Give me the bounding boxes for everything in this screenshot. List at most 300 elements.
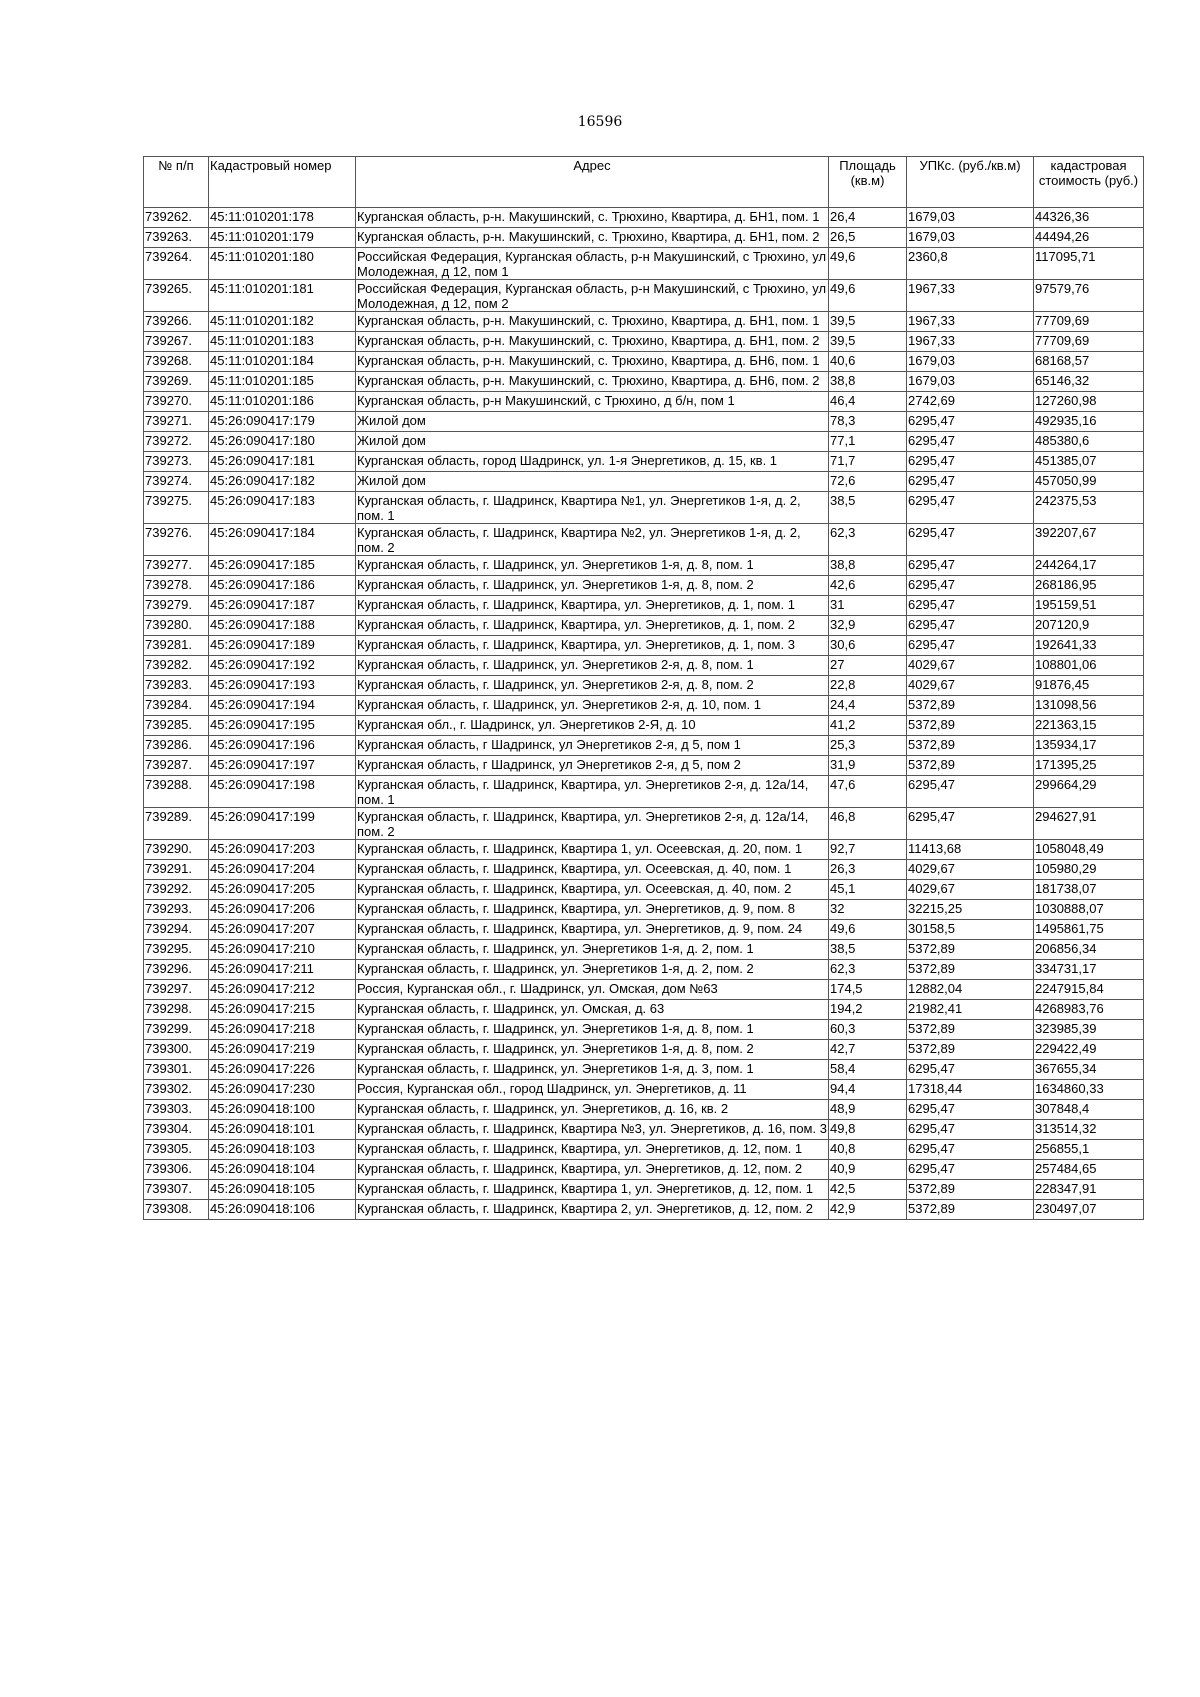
- cell-row-number: 739272.: [144, 432, 209, 452]
- cell-cadastral-value: 257484,65: [1034, 1160, 1144, 1180]
- table-row: [144, 880, 1144, 900]
- cell-row-number: 739265.: [144, 280, 209, 312]
- cell-upks: 6295,47: [907, 636, 1034, 656]
- cell-cadastral-value: 221363,15: [1034, 716, 1144, 736]
- cell-cadastral-number: 45:26:090417:180: [209, 432, 356, 452]
- cell-cadastral-number: 45:11:010201:182: [209, 312, 356, 332]
- cell-cadastral-number: 45:26:090417:226: [209, 1060, 356, 1080]
- table-row: [144, 596, 1144, 616]
- table-row: [144, 524, 1144, 556]
- cell-cadastral-value: 1495861,75: [1034, 920, 1144, 940]
- cell-cadastral-number: 45:26:090417:207: [209, 920, 356, 940]
- cell-upks: 6295,47: [907, 808, 1034, 840]
- table-row: [144, 860, 1144, 880]
- table-row: [144, 1180, 1144, 1200]
- cell-cadastral-value: 207120,9: [1034, 616, 1144, 636]
- cell-address: Курганская область, р-н. Макушинский, с. Трюхино, Квартира, д. БН6, пом. 1: [356, 352, 829, 372]
- cell-upks: 1967,33: [907, 332, 1034, 352]
- cell-area: 31: [829, 596, 907, 616]
- table-row: [144, 1060, 1144, 1080]
- cell-row-number: 739294.: [144, 920, 209, 940]
- cell-row-number: 739306.: [144, 1160, 209, 1180]
- cell-upks: 6295,47: [907, 1140, 1034, 1160]
- cell-row-number: 739284.: [144, 696, 209, 716]
- cell-area: 42,6: [829, 576, 907, 596]
- cell-area: 194,2: [829, 1000, 907, 1020]
- cell-cadastral-value: 192641,33: [1034, 636, 1144, 656]
- table-row: [144, 1000, 1144, 1020]
- cell-area: 42,9: [829, 1200, 907, 1220]
- cell-row-number: 739279.: [144, 596, 209, 616]
- cell-cadastral-value: 97579,76: [1034, 280, 1144, 312]
- table-row: [144, 412, 1144, 432]
- cell-area: 45,1: [829, 880, 907, 900]
- cell-address: Жилой дом: [356, 472, 829, 492]
- table-row: [144, 432, 1144, 452]
- cell-upks: 6295,47: [907, 556, 1034, 576]
- cell-row-number: 739293.: [144, 900, 209, 920]
- cell-upks: 6295,47: [907, 1120, 1034, 1140]
- cell-address: Курганская область, г. Шадринск, Квартира, ул. Энергетиков, д. 1, пом. 3: [356, 636, 829, 656]
- cell-row-number: 739305.: [144, 1140, 209, 1160]
- cell-row-number: 739307.: [144, 1180, 209, 1200]
- cell-upks: 5372,89: [907, 736, 1034, 756]
- cell-cadastral-number: 45:11:010201:178: [209, 208, 356, 228]
- cell-cadastral-value: 457050,99: [1034, 472, 1144, 492]
- cell-row-number: 739282.: [144, 656, 209, 676]
- cell-address: Курганская область, г. Шадринск, Квартира, ул. Энергетиков, д. 12, пом. 1: [356, 1140, 829, 1160]
- table-row: [144, 1040, 1144, 1060]
- cell-upks: 6295,47: [907, 432, 1034, 452]
- cell-cadastral-number: 45:26:090417:182: [209, 472, 356, 492]
- cell-area: 38,8: [829, 372, 907, 392]
- cell-cadastral-number: 45:26:090417:219: [209, 1040, 356, 1060]
- cell-cadastral-value: 307848,4: [1034, 1100, 1144, 1120]
- cell-area: 77,1: [829, 432, 907, 452]
- cell-cadastral-number: 45:26:090417:230: [209, 1080, 356, 1100]
- cell-address: Курганская область, г. Шадринск, Квартира 1, ул. Осеевская, д. 20, пом. 1: [356, 840, 829, 860]
- cell-area: 22,8: [829, 676, 907, 696]
- cell-row-number: 739298.: [144, 1000, 209, 1020]
- cell-row-number: 739276.: [144, 524, 209, 556]
- table-row: [144, 280, 1144, 312]
- table-row: [144, 392, 1144, 412]
- cell-address: Курганская область, г. Шадринск, Квартира, ул. Осеевская, д. 40, пом. 2: [356, 880, 829, 900]
- cell-upks: 1967,33: [907, 280, 1034, 312]
- cell-area: 26,4: [829, 208, 907, 228]
- cell-upks: 5372,89: [907, 756, 1034, 776]
- cell-upks: 6295,47: [907, 576, 1034, 596]
- cell-row-number: 739291.: [144, 860, 209, 880]
- cell-row-number: 739288.: [144, 776, 209, 808]
- table-row: [144, 248, 1144, 280]
- cell-cadastral-number: 45:26:090417:215: [209, 1000, 356, 1020]
- cell-row-number: 739271.: [144, 412, 209, 432]
- cell-address: Курганская область, г. Шадринск, Квартира, ул. Энергетиков, д. 12, пом. 2: [356, 1160, 829, 1180]
- table-row: [144, 960, 1144, 980]
- cell-row-number: 739286.: [144, 736, 209, 756]
- cell-address: Курганская область, г. Шадринск, Квартира №1, ул. Энергетиков 1-я, д. 2, пом. 1: [356, 492, 829, 524]
- cell-cadastral-number: 45:11:010201:180: [209, 248, 356, 280]
- cell-cadastral-value: 117095,71: [1034, 248, 1144, 280]
- cell-area: 48,9: [829, 1100, 907, 1120]
- cell-area: 62,3: [829, 524, 907, 556]
- cell-cadastral-value: 256855,1: [1034, 1140, 1144, 1160]
- cell-address: Курганская область, г. Шадринск, Квартира №2, ул. Энергетиков 1-я, д. 2, пом. 2: [356, 524, 829, 556]
- cell-cadastral-number: 45:26:090417:187: [209, 596, 356, 616]
- table-row: [144, 1120, 1144, 1140]
- table-row: [144, 332, 1144, 352]
- cell-area: 40,9: [829, 1160, 907, 1180]
- page-number: 16596: [577, 114, 623, 130]
- cell-address: Российская Федерация, Курганская область, р-н Макушинский, с Трюхино, ул Молодежная, д 12, пом 1: [356, 248, 829, 280]
- cell-cadastral-number: 45:26:090417:199: [209, 808, 356, 840]
- cell-cadastral-value: 2247915,84: [1034, 980, 1144, 1000]
- cell-upks: 1679,03: [907, 228, 1034, 248]
- cell-address: Курганская область, г. Шадринск, ул. Омская, д. 63: [356, 1000, 829, 1020]
- cell-address: Курганская область, г. Шадринск, Квартира, ул. Энергетиков, д. 9, пом. 24: [356, 920, 829, 940]
- cell-address: Жилой дом: [356, 412, 829, 432]
- cell-area: 38,5: [829, 940, 907, 960]
- table-header-row: [144, 157, 1144, 208]
- cell-cadastral-number: 45:26:090417:197: [209, 756, 356, 776]
- cell-address: Курганская область, г Шадринск, ул Энергетиков 2-я, д 5, пом 2: [356, 756, 829, 776]
- cell-row-number: 739292.: [144, 880, 209, 900]
- cell-area: 27: [829, 656, 907, 676]
- cell-area: 39,5: [829, 312, 907, 332]
- table-row: [144, 696, 1144, 716]
- cell-cadastral-value: 230497,07: [1034, 1200, 1144, 1220]
- cell-cadastral-number: 45:11:010201:181: [209, 280, 356, 312]
- cell-address: Курганская область, р-н. Макушинский, с. Трюхино, Квартира, д. БН1, пом. 1: [356, 208, 829, 228]
- table-row: [144, 372, 1144, 392]
- cell-row-number: 739277.: [144, 556, 209, 576]
- cell-row-number: 739264.: [144, 248, 209, 280]
- table-row: [144, 716, 1144, 736]
- cell-area: 60,3: [829, 1020, 907, 1040]
- cell-cadastral-value: 91876,45: [1034, 676, 1144, 696]
- cell-cadastral-value: 367655,34: [1034, 1060, 1144, 1080]
- table-body: [144, 208, 1144, 1220]
- cell-area: 49,6: [829, 920, 907, 940]
- table-row: [144, 1200, 1144, 1220]
- cell-cadastral-value: 44494,26: [1034, 228, 1144, 248]
- cell-row-number: 739299.: [144, 1020, 209, 1040]
- cell-cadastral-value: 131098,56: [1034, 696, 1144, 716]
- cell-upks: 6295,47: [907, 616, 1034, 636]
- cell-area: 25,3: [829, 736, 907, 756]
- cell-area: 71,7: [829, 452, 907, 472]
- cell-upks: 5372,89: [907, 696, 1034, 716]
- cell-upks: 6295,47: [907, 452, 1034, 472]
- cell-cadastral-value: 171395,25: [1034, 756, 1144, 776]
- cell-address: Курганская область, г. Шадринск, Квартира, ул. Энергетиков 2-я, д. 12а/14, пом. 2: [356, 808, 829, 840]
- cell-cadastral-number: 45:26:090417:198: [209, 776, 356, 808]
- cell-upks: 6295,47: [907, 596, 1034, 616]
- header-upks: УПКс. (руб./кв.м): [907, 157, 1034, 208]
- cell-address: Курганская область, г. Шадринск, ул. Энергетиков 1-я, д. 8, пом. 2: [356, 576, 829, 596]
- cell-address: Курганская область, г. Шадринск, ул. Энергетиков 1-я, д. 2, пом. 2: [356, 960, 829, 980]
- header-address: Адрес: [356, 157, 829, 208]
- cell-upks: 17318,44: [907, 1080, 1034, 1100]
- cell-address: Курганская область, г. Шадринск, Квартира 1, ул. Энергетиков, д. 12, пом. 1: [356, 1180, 829, 1200]
- cell-row-number: 739268.: [144, 352, 209, 372]
- cell-cadastral-value: 228347,91: [1034, 1180, 1144, 1200]
- cell-row-number: 739273.: [144, 452, 209, 472]
- cell-area: 31,9: [829, 756, 907, 776]
- cell-address: Курганская область, р-н Макушинский, с Трюхино, д б/н, пом 1: [356, 392, 829, 412]
- cell-address: Курганская область, р-н. Макушинский, с. Трюхино, Квартира, д. БН1, пом. 1: [356, 312, 829, 332]
- cell-row-number: 739270.: [144, 392, 209, 412]
- cell-upks: 6295,47: [907, 1060, 1034, 1080]
- table-row: [144, 1160, 1144, 1180]
- cell-area: 78,3: [829, 412, 907, 432]
- cell-cadastral-value: 294627,91: [1034, 808, 1144, 840]
- cell-cadastral-number: 45:26:090417:188: [209, 616, 356, 636]
- table-row: [144, 940, 1144, 960]
- cell-cadastral-value: 323985,39: [1034, 1020, 1144, 1040]
- cell-upks: 12882,04: [907, 980, 1034, 1000]
- cell-area: 38,5: [829, 492, 907, 524]
- cell-row-number: 739301.: [144, 1060, 209, 1080]
- cell-row-number: 739263.: [144, 228, 209, 248]
- cell-cadastral-number: 45:26:090417:212: [209, 980, 356, 1000]
- table-row: [144, 616, 1144, 636]
- cell-area: 58,4: [829, 1060, 907, 1080]
- cell-area: 47,6: [829, 776, 907, 808]
- table-row: [144, 736, 1144, 756]
- cell-cadastral-value: 105980,29: [1034, 860, 1144, 880]
- cell-upks: 6295,47: [907, 472, 1034, 492]
- cell-cadastral-number: 45:26:090418:103: [209, 1140, 356, 1160]
- cell-cadastral-number: 45:26:090417:210: [209, 940, 356, 960]
- cell-row-number: 739300.: [144, 1040, 209, 1060]
- cell-cadastral-value: 392207,67: [1034, 524, 1144, 556]
- cell-address: Курганская область, г. Шадринск, ул. Энергетиков 2-я, д. 10, пом. 1: [356, 696, 829, 716]
- cell-cadastral-value: 313514,32: [1034, 1120, 1144, 1140]
- cell-row-number: 739274.: [144, 472, 209, 492]
- cell-upks: 6295,47: [907, 412, 1034, 432]
- cell-row-number: 739267.: [144, 332, 209, 352]
- cell-cadastral-value: 451385,07: [1034, 452, 1144, 472]
- cell-address: Курганская область, г. Шадринск, Квартира 2, ул. Энергетиков, д. 12, пом. 2: [356, 1200, 829, 1220]
- cell-area: 174,5: [829, 980, 907, 1000]
- cell-area: 24,4: [829, 696, 907, 716]
- cell-address: Курганская область, г. Шадринск, ул. Энергетиков 2-я, д. 8, пом. 1: [356, 656, 829, 676]
- cell-cadastral-number: 45:11:010201:186: [209, 392, 356, 412]
- table-row: [144, 676, 1144, 696]
- cell-area: 32: [829, 900, 907, 920]
- cell-cadastral-value: 77709,69: [1034, 312, 1144, 332]
- cell-address: Россия, Курганская обл., город Шадринск, ул. Энергетиков, д. 11: [356, 1080, 829, 1100]
- table-row: [144, 920, 1144, 940]
- cell-cadastral-value: 135934,17: [1034, 736, 1144, 756]
- cell-area: 46,4: [829, 392, 907, 412]
- cell-cadastral-number: 45:26:090418:101: [209, 1120, 356, 1140]
- cell-area: 62,3: [829, 960, 907, 980]
- cell-row-number: 739304.: [144, 1120, 209, 1140]
- cell-cadastral-number: 45:11:010201:185: [209, 372, 356, 392]
- cell-cadastral-value: 206856,34: [1034, 940, 1144, 960]
- cell-row-number: 739280.: [144, 616, 209, 636]
- cell-upks: 30158,5: [907, 920, 1034, 940]
- cell-cadastral-value: 44326,36: [1034, 208, 1144, 228]
- cell-cadastral-number: 45:26:090417:192: [209, 656, 356, 676]
- cell-area: 40,6: [829, 352, 907, 372]
- cell-cadastral-number: 45:26:090417:204: [209, 860, 356, 880]
- cell-cadastral-value: 68168,57: [1034, 352, 1144, 372]
- cell-upks: 5372,89: [907, 1180, 1034, 1200]
- cell-cadastral-number: 45:11:010201:183: [209, 332, 356, 352]
- cell-cadastral-value: 1058048,49: [1034, 840, 1144, 860]
- cell-row-number: 739289.: [144, 808, 209, 840]
- header-area: Площадь (кв.м): [829, 157, 907, 208]
- cell-cadastral-value: 334731,17: [1034, 960, 1144, 980]
- table-row: [144, 1140, 1144, 1160]
- cell-cadastral-number: 45:26:090417:218: [209, 1020, 356, 1040]
- cell-row-number: 739295.: [144, 940, 209, 960]
- cell-area: 39,5: [829, 332, 907, 352]
- cell-cadastral-number: 45:26:090417:184: [209, 524, 356, 556]
- cell-address: Курганская область, г. Шадринск, ул. Энергетиков 1-я, д. 2, пом. 1: [356, 940, 829, 960]
- cell-row-number: 739266.: [144, 312, 209, 332]
- cell-upks: 4029,67: [907, 656, 1034, 676]
- cell-address: Российская Федерация, Курганская область, р-н Макушинский, с Трюхино, ул Молодежная, д 12, пом 2: [356, 280, 829, 312]
- cell-address: Курганская область, г. Шадринск, Квартира, ул. Энергетиков 2-я, д. 12а/14, пом. 1: [356, 776, 829, 808]
- cell-cadastral-number: 45:26:090417:206: [209, 900, 356, 920]
- cell-row-number: 739287.: [144, 756, 209, 776]
- table-row: [144, 980, 1144, 1000]
- cell-upks: 4029,67: [907, 880, 1034, 900]
- cell-upks: 6295,47: [907, 1100, 1034, 1120]
- cell-address: Жилой дом: [356, 432, 829, 452]
- cell-area: 26,5: [829, 228, 907, 248]
- cell-row-number: 739290.: [144, 840, 209, 860]
- cell-address: Курганская область, г. Шадринск, ул. Энергетиков 1-я, д. 3, пом. 1: [356, 1060, 829, 1080]
- cell-address: Курганская область, г. Шадринск, ул. Энергетиков 1-я, д. 8, пом. 1: [356, 1020, 829, 1040]
- cell-row-number: 739285.: [144, 716, 209, 736]
- cell-address: Курганская область, р-н. Макушинский, с. Трюхино, Квартира, д. БН1, пом. 2: [356, 332, 829, 352]
- cell-row-number: 739269.: [144, 372, 209, 392]
- cell-address: Курганская область, г. Шадринск, ул. Энергетиков, д. 16, кв. 2: [356, 1100, 829, 1120]
- header-row-number: № п/п: [144, 157, 209, 208]
- cell-address: Курганская область, город Шадринск, ул. 1-я Энергетиков, д. 15, кв. 1: [356, 452, 829, 472]
- cell-cadastral-number: 45:26:090418:104: [209, 1160, 356, 1180]
- cell-cadastral-number: 45:26:090418:106: [209, 1200, 356, 1220]
- table-row: [144, 900, 1144, 920]
- table-row: [144, 636, 1144, 656]
- cell-area: 40,8: [829, 1140, 907, 1160]
- table-row: [144, 1020, 1144, 1040]
- cell-area: 38,8: [829, 556, 907, 576]
- table-row: [144, 556, 1144, 576]
- header-cadastral-value: кадастровая стоимость (руб.): [1034, 157, 1144, 208]
- cell-cadastral-value: 229422,49: [1034, 1040, 1144, 1060]
- cell-row-number: 739308.: [144, 1200, 209, 1220]
- cell-upks: 5372,89: [907, 960, 1034, 980]
- cell-address: Курганская обл., г. Шадринск, ул. Энергетиков 2-Я, д. 10: [356, 716, 829, 736]
- cell-row-number: 739296.: [144, 960, 209, 980]
- cell-cadastral-value: 1634860,33: [1034, 1080, 1144, 1100]
- cell-cadastral-value: 4268983,76: [1034, 1000, 1144, 1020]
- cell-address: Курганская область, г. Шадринск, ул. Энергетиков 1-я, д. 8, пом. 1: [356, 556, 829, 576]
- cell-cadastral-value: 268186,95: [1034, 576, 1144, 596]
- cell-address: Курганская область, р-н. Макушинский, с. Трюхино, Квартира, д. БН6, пом. 2: [356, 372, 829, 392]
- table-row: [144, 1100, 1144, 1120]
- cell-address: Курганская область, г. Шадринск, Квартира, ул. Энергетиков, д. 1, пом. 1: [356, 596, 829, 616]
- cell-upks: 5372,89: [907, 716, 1034, 736]
- cell-cadastral-value: 242375,53: [1034, 492, 1144, 524]
- cell-cadastral-value: 492935,16: [1034, 412, 1144, 432]
- cell-area: 46,8: [829, 808, 907, 840]
- table-row: [144, 492, 1144, 524]
- cell-cadastral-value: 299664,29: [1034, 776, 1144, 808]
- table-row: [144, 1080, 1144, 1100]
- table-row: [144, 656, 1144, 676]
- cell-upks: 6295,47: [907, 524, 1034, 556]
- cell-area: 42,5: [829, 1180, 907, 1200]
- cell-upks: 11413,68: [907, 840, 1034, 860]
- cell-area: 32,9: [829, 616, 907, 636]
- cell-cadastral-number: 45:26:090417:186: [209, 576, 356, 596]
- cell-cadastral-number: 45:26:090417:196: [209, 736, 356, 756]
- cell-cadastral-number: 45:26:090417:211: [209, 960, 356, 980]
- cell-upks: 6295,47: [907, 492, 1034, 524]
- cell-row-number: 739281.: [144, 636, 209, 656]
- cell-upks: 2742,69: [907, 392, 1034, 412]
- cell-cadastral-number: 45:26:090418:105: [209, 1180, 356, 1200]
- cell-upks: 6295,47: [907, 776, 1034, 808]
- cell-cadastral-value: 195159,51: [1034, 596, 1144, 616]
- cell-cadastral-number: 45:26:090417:183: [209, 492, 356, 524]
- cell-cadastral-value: 65146,32: [1034, 372, 1144, 392]
- table-row: [144, 808, 1144, 840]
- cell-row-number: 739283.: [144, 676, 209, 696]
- table-row: [144, 840, 1144, 860]
- table-row: [144, 776, 1144, 808]
- cell-cadastral-number: 45:26:090417:205: [209, 880, 356, 900]
- cell-cadastral-number: 45:26:090418:100: [209, 1100, 356, 1120]
- cadastral-table: [143, 156, 1144, 1220]
- cell-upks: 4029,67: [907, 860, 1034, 880]
- cell-cadastral-number: 45:11:010201:179: [209, 228, 356, 248]
- cell-row-number: 739262.: [144, 208, 209, 228]
- cell-address: Курганская область, г Шадринск, ул Энергетиков 2-я, д 5, пом 1: [356, 736, 829, 756]
- cell-cadastral-value: 1030888,07: [1034, 900, 1144, 920]
- cell-address: Курганская область, г. Шадринск, ул. Энергетиков 2-я, д. 8, пом. 2: [356, 676, 829, 696]
- cell-address: Курганская область, р-н. Макушинский, с. Трюхино, Квартира, д. БН1, пом. 2: [356, 228, 829, 248]
- cell-cadastral-value: 485380,6: [1034, 432, 1144, 452]
- cell-upks: 5372,89: [907, 1040, 1034, 1060]
- cell-cadastral-number: 45:11:010201:184: [209, 352, 356, 372]
- cell-row-number: 739278.: [144, 576, 209, 596]
- cell-cadastral-number: 45:26:090417:185: [209, 556, 356, 576]
- cell-address: Курганская область, г. Шадринск, Квартира, ул. Энергетиков, д. 1, пом. 2: [356, 616, 829, 636]
- table-row: [144, 352, 1144, 372]
- cell-cadastral-number: 45:26:090417:189: [209, 636, 356, 656]
- cell-upks: 1679,03: [907, 372, 1034, 392]
- cell-upks: 1679,03: [907, 352, 1034, 372]
- header-cadastral-number: Кадастровый номер: [209, 157, 356, 208]
- cell-row-number: 739275.: [144, 492, 209, 524]
- cell-area: 49,6: [829, 248, 907, 280]
- cell-address: Курганская область, г. Шадринск, ул. Энергетиков 1-я, д. 8, пом. 2: [356, 1040, 829, 1060]
- table-row: [144, 228, 1144, 248]
- cell-cadastral-number: 45:26:090417:195: [209, 716, 356, 736]
- cell-cadastral-value: 244264,17: [1034, 556, 1144, 576]
- cell-upks: 5372,89: [907, 1200, 1034, 1220]
- cell-area: 49,6: [829, 280, 907, 312]
